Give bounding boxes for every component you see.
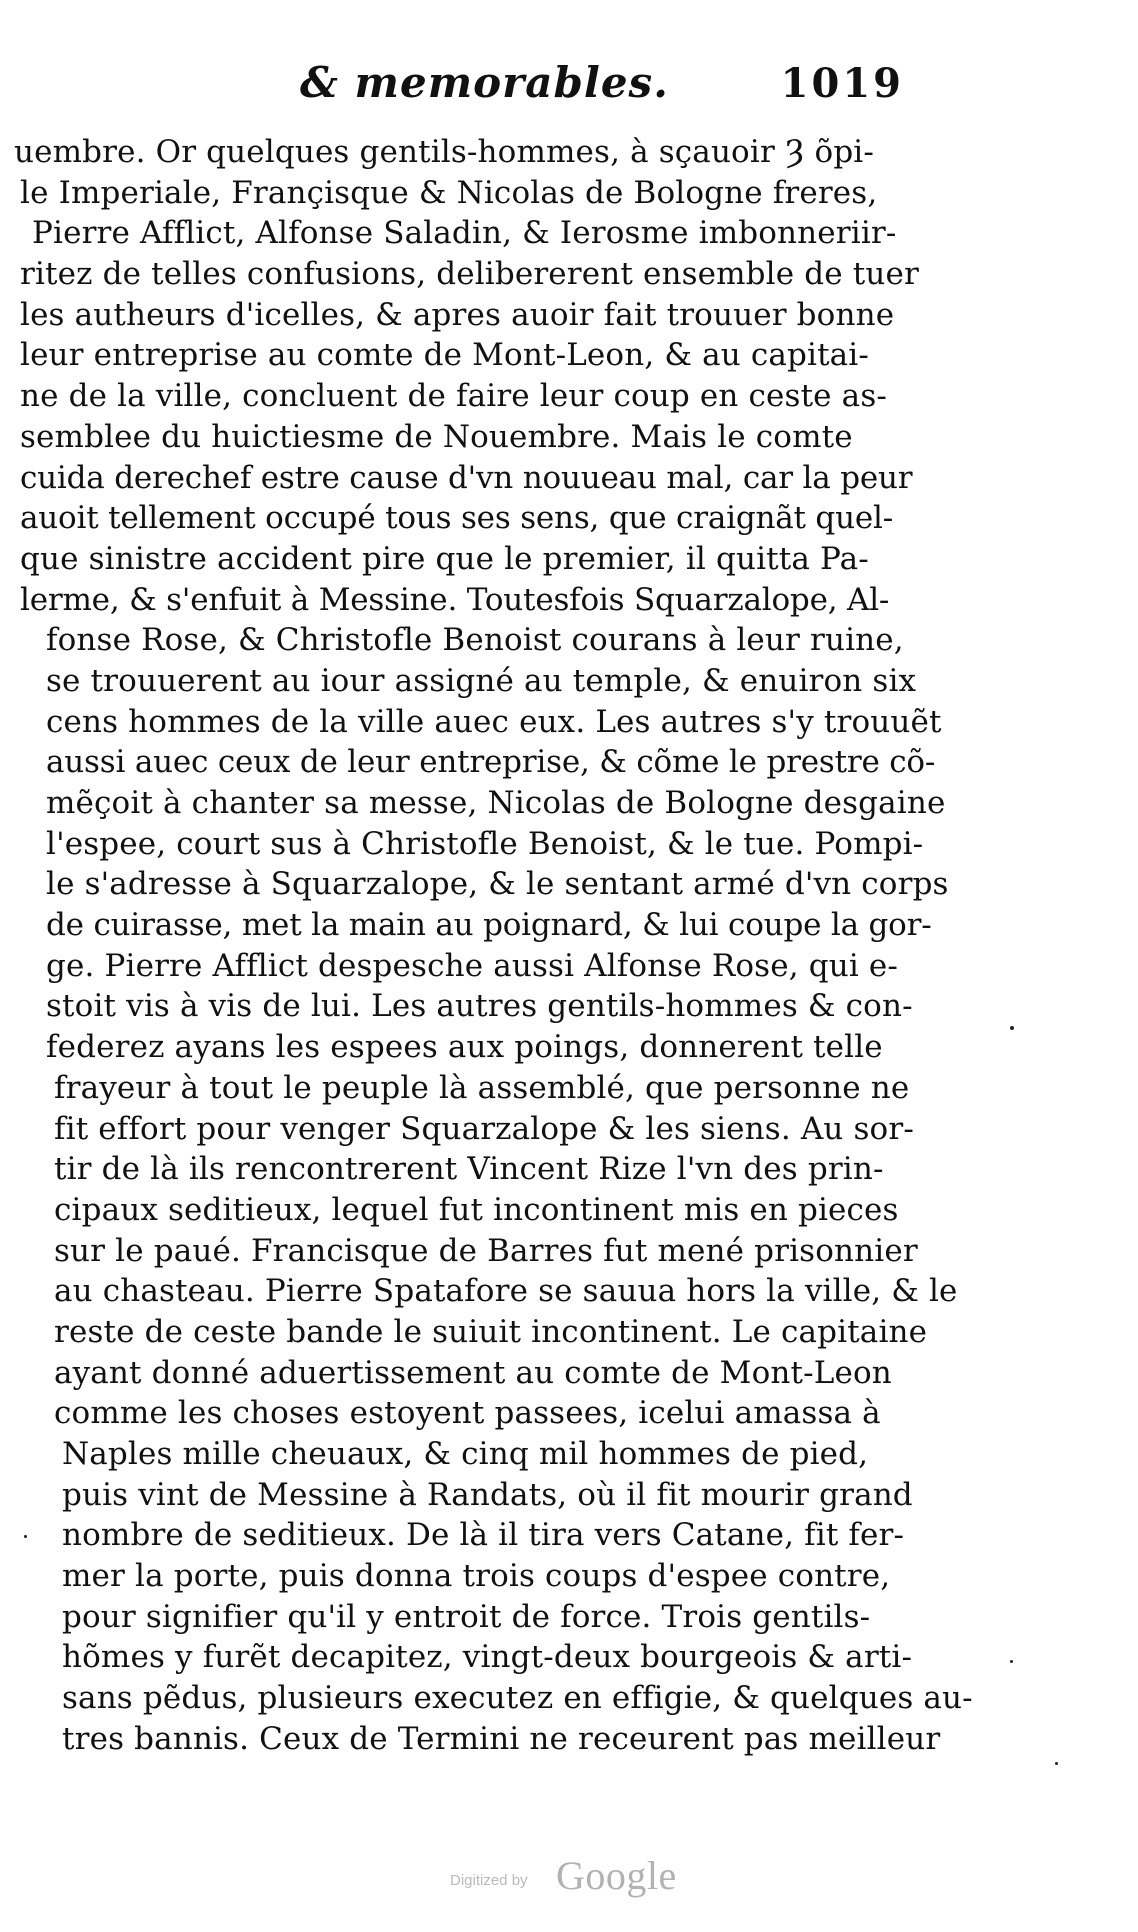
scan-speck bbox=[24, 1535, 27, 1538]
text-line: le Imperiale, Françisque & Nicolas de Bologne freres, bbox=[20, 174, 878, 211]
text-line: mẽçoit à chanter sa messe, Nicolas de Bologne desgaine bbox=[46, 785, 946, 821]
scan-speck bbox=[1010, 1026, 1014, 1030]
text-line: reste de ceste bande le suiuit incontinent. Le capitaine bbox=[54, 1313, 928, 1350]
text-line: uembre. Or quelques gentils-hommes, à sçauoir Ȝ õpi- bbox=[14, 134, 874, 170]
text-line: au chasteau. Pierre Spatafore se sauua hors la ville, & le bbox=[54, 1273, 958, 1310]
digitization-watermark bbox=[450, 1852, 750, 1902]
digitized-by-label: Digitized by bbox=[450, 1872, 528, 1889]
text-line: les autheurs d'icelles, & apres auoir fait trouuer bonne bbox=[20, 296, 895, 333]
text-line: ge. Pierre Afflict despesche aussi Alfonse Rose, qui e- bbox=[46, 947, 899, 984]
text-line: leur entreprise au comte de Mont-Leon, & au capitai- bbox=[20, 337, 869, 374]
text-line: tir de là ils rencontrerent Vincent Rize l'vn des prin- bbox=[54, 1151, 884, 1188]
text-line: mer la porte, puis donna trois coups d'espee contre, bbox=[62, 1558, 891, 1595]
page-number: 1019 bbox=[780, 60, 904, 107]
text-line: puis vint de Messine à Randats, où il fit mourir grand bbox=[62, 1476, 913, 1513]
text-line: semblee du huictiesme de Nouembre. Mais le comte bbox=[20, 418, 853, 455]
text-line: federez ayans les espees aux poings, donnerent telle bbox=[46, 1029, 883, 1066]
text-line: fonse Rose, & Christofle Benoist courans à leur ruine, bbox=[46, 622, 904, 659]
text-line: tres bannis. Ceux de Termini ne receurent pas meilleur bbox=[62, 1720, 941, 1757]
text-line: ayant donné aduertissement au comte de Mont-Leon bbox=[54, 1354, 892, 1391]
text-line: nombre de seditieux. De là il tira vers Catane, fit fer- bbox=[62, 1517, 905, 1554]
text-line: frayeur à tout le peuple là assemblé, que personne ne bbox=[54, 1069, 910, 1106]
text-line: stoit vis à vis de lui. Les autres gentils-hommes & con- bbox=[46, 988, 913, 1025]
scan-speck bbox=[1055, 1762, 1058, 1765]
running-head bbox=[290, 58, 910, 118]
text-line: cuida derechef estre cause d'vn nouueau mal, car la peur bbox=[20, 459, 913, 496]
text-line: pour signifier qu'il y entroit de force. Trois gentils- bbox=[62, 1598, 871, 1635]
text-line: Naples mille cheuaux, & cinq mil hommes de pied, bbox=[62, 1436, 869, 1472]
text-line: auoit tellement occupé tous ses sens, que craignãt quel- bbox=[20, 500, 893, 537]
text-line: sur le paué. Francisque de Barres fut mené prisonnier bbox=[54, 1232, 918, 1269]
text-line: ritez de telles confusions, delibererent ensemble de tuer bbox=[20, 256, 919, 293]
scan-speck bbox=[1010, 1660, 1013, 1663]
text-line: se trouuerent au iour assigné au temple, & enuiron six bbox=[46, 662, 917, 699]
running-head-title: & memorables. bbox=[300, 58, 669, 107]
text-line: lerme, & s'enfuit à Messine. Toutesfois Squarzalope, Al- bbox=[20, 581, 890, 618]
text-line: aussi auec ceux de leur entreprise, & cõme le prestre cõ- bbox=[46, 744, 936, 781]
text-line: hõmes y furẽt decapitez, vingt-deux bourgeois & arti- bbox=[62, 1639, 913, 1676]
text-line: sans pẽdus, plusieurs executez en effigie, & quelques au- bbox=[62, 1680, 973, 1717]
google-logo-text: Google bbox=[556, 1853, 677, 1898]
text-line: le s'adresse à Squarzalope, & le sentant armé d'vn corps bbox=[46, 866, 949, 903]
text-line: de cuirasse, met la main au poignard, & lui coupe la gor- bbox=[46, 907, 932, 944]
text-line: l'espee, court sus à Christofle Benoist, & le tue. Pompi- bbox=[46, 825, 924, 862]
text-line: fit effort pour venger Squarzalope & les siens. Au sor- bbox=[54, 1110, 914, 1147]
text-line: cipaux seditieux, lequel fut incontinent mis en pieces bbox=[54, 1191, 899, 1228]
text-line: comme les choses estoyent passees, icelui amassa à bbox=[54, 1395, 881, 1432]
text-line: que sinistre accident pire que le premier, il quitta Pa- bbox=[20, 540, 869, 577]
body-text bbox=[14, 132, 973, 1760]
text-line: cens hommes de la ville auec eux. Les autres s'y trouuẽt bbox=[46, 703, 942, 740]
text-line: Pierre Afflict, Alfonse Saladin, & Ierosme imbonneriir- bbox=[32, 215, 897, 252]
text-line: ne de la ville, concluent de faire leur coup en ceste as- bbox=[20, 378, 887, 415]
